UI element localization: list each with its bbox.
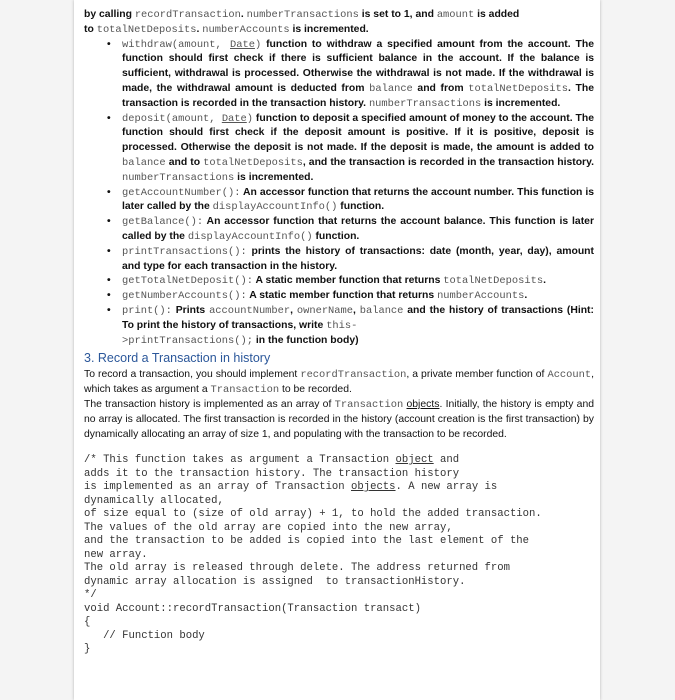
- bullet-icon: •: [107, 112, 111, 124]
- item-text: function to withdraw a specified amount from the account. The function should first check if there is sufficient balance in the account. If the balance is sufficient, withdrawal is processed. Otherwise the withdrawal is not made. If the withdrawal is made, the withdrawal amount is deducted from: [122, 38, 594, 94]
- code-term: balance: [359, 304, 404, 317]
- code-term: amount: [436, 9, 475, 21]
- code-line: // Function body: [84, 629, 205, 642]
- code-line: new array.: [84, 548, 148, 561]
- item-text: .: [524, 290, 528, 302]
- section-paragraph-1: [84, 368, 594, 398]
- intro-text: to: [84, 23, 97, 35]
- code-line: dynamically allocated,: [84, 494, 224, 507]
- code-term: ownerName: [296, 304, 353, 317]
- code-line: */: [84, 589, 97, 602]
- code-term: balance: [369, 82, 413, 95]
- code-line: void Account::recordTransaction(Transaction transact): [84, 602, 421, 615]
- code-term: getNumberAccounts():: [122, 290, 247, 303]
- paragraph-text: To record a transaction, you should implement: [84, 369, 301, 381]
- intro-paragraph: [84, 8, 594, 38]
- code-term: getTotalNetDeposit():: [122, 275, 253, 288]
- intro-text: is set to 1, and: [358, 9, 437, 20]
- code-line: dynamic array allocation is assigned to transactionHistory.: [84, 575, 466, 588]
- code-term: numberAccounts: [202, 23, 290, 36]
- section-heading: 3. Record a Transaction in history: [84, 351, 271, 366]
- code-term: numberTransactions: [122, 171, 235, 184]
- code-line: and the transaction to be added is copied into the last element of the: [84, 535, 530, 548]
- list-item-printtransactions: [84, 245, 594, 275]
- item-text: , and the transaction is recorded in the transaction history.: [302, 156, 594, 168]
- item-text: and to: [165, 156, 204, 168]
- code-term: numberAccounts: [437, 290, 525, 303]
- list-item-getaccountnumber: [84, 186, 594, 216]
- intro-text: .: [240, 9, 247, 20]
- code-term: printTransactions():: [122, 245, 247, 258]
- item-text: A static member function that returns: [246, 290, 438, 302]
- paragraph-text: , which takes as argument a: [84, 369, 594, 396]
- list-item-print: [84, 304, 594, 348]
- intro-text: is incremented.: [289, 23, 369, 35]
- paragraph-text: . Initially, the history is empty and no array is allocated. The first transaction is recorded in the history (account creation is the first transaction) by dynamically allocating an array of size 1, and populating with the transaction to be recorded.: [84, 398, 594, 440]
- item-text: .: [543, 275, 546, 287]
- code-line: {: [84, 616, 91, 629]
- list-item-gettotalnetdeposit: [84, 274, 594, 289]
- item-text: in the function body): [252, 334, 359, 346]
- code-term: totalNetDeposits: [203, 156, 303, 169]
- paragraph-text: objects: [406, 398, 440, 410]
- paragraph-text: , a private member function of: [406, 369, 548, 381]
- item-text: is incremented.: [234, 171, 314, 183]
- item-text: function to deposit a specified amount of money to the account. The function should first check if the deposit amount is positive. If it is positive, deposit is processed. Otherwise the deposit is not made. If the deposit is made, the amount is added to: [122, 112, 594, 154]
- bullet-icon: •: [107, 290, 111, 302]
- code-line: adds it to the transaction history. The transaction history: [84, 467, 460, 480]
- code-term: getAccountNumber():: [122, 186, 241, 199]
- code-term: numberTransactions: [246, 9, 359, 21]
- item-text: An accessor function that returns the account balance. This function is later called by the: [122, 216, 594, 242]
- code-term: balance: [122, 156, 166, 169]
- list-item-getnumberaccounts: [84, 289, 594, 304]
- item-text: ,: [290, 304, 297, 316]
- bullet-icon: •: [107, 304, 111, 316]
- code-term: this-: [326, 319, 358, 332]
- code-term: totalNetDeposits: [96, 23, 197, 36]
- code-term: recordTransaction: [300, 369, 407, 382]
- code-term: print():: [122, 304, 172, 317]
- list-item-getbalance: [84, 215, 594, 245]
- code-term: Date: [221, 112, 247, 125]
- list-item-deposit: [84, 112, 594, 186]
- code-term: Transaction: [334, 398, 404, 411]
- bullet-icon: •: [107, 38, 111, 50]
- code-term: ): [254, 38, 262, 51]
- code-line: The old array is released through delete. The address returned from: [84, 562, 510, 575]
- code-term: totalNetDeposits: [443, 275, 544, 288]
- code-term: displayAccountInfo(): [187, 230, 313, 243]
- item-text: ,: [353, 304, 360, 316]
- code-term: getBalance():: [122, 216, 204, 229]
- item-text: Prints: [171, 304, 210, 316]
- code-term: accountNumber: [209, 304, 291, 317]
- bullet-icon: •: [107, 216, 111, 228]
- bullet-icon: •: [107, 275, 111, 287]
- item-text: and the history of transactions (Hint: To print the history of transactions, write: [122, 304, 594, 331]
- code-line: /* This function takes as argument a Transaction object and: [84, 454, 460, 467]
- item-text: . The transaction is recorded in the transaction history.: [122, 82, 594, 109]
- item-text: function.: [337, 201, 385, 213]
- code-term: numberTransactions: [368, 97, 482, 110]
- item-text: prints the history of transactions: date (month, year, day), amount and type for each transaction in the history.: [122, 245, 594, 272]
- item-text: An accessor function that returns the account number. This function is later called by the: [122, 186, 594, 213]
- code-line: }: [84, 643, 91, 656]
- code-block: [84, 454, 594, 657]
- code-term: ): [246, 112, 254, 125]
- document-page: [74, 0, 600, 700]
- code-term: recordTransaction: [134, 9, 241, 21]
- item-text: is incremented.: [481, 97, 561, 109]
- code-term: withdraw(amount,: [122, 38, 230, 51]
- code-term: deposit(amount,: [122, 112, 222, 125]
- code-line: The values of the old array are copied into the new array,: [84, 521, 453, 534]
- list-item-withdraw: [84, 38, 594, 112]
- code-line: of size equal to (size of old array) + 1, to hold the added transaction.: [84, 508, 542, 521]
- intro-text: by calling: [84, 9, 135, 20]
- paragraph-text: The transaction history is implemented as an array of: [84, 398, 335, 410]
- item-text: function.: [312, 230, 360, 242]
- paragraph-text: to be recorded.: [279, 384, 352, 396]
- code-term: Date: [230, 38, 255, 51]
- code-term: >printTransactions();: [122, 334, 253, 347]
- intro-text: .: [196, 23, 203, 35]
- code-term: Account: [547, 369, 592, 382]
- code-term: Transaction: [210, 384, 280, 397]
- intro-text: is added: [474, 9, 520, 20]
- bullet-icon: •: [107, 245, 111, 257]
- code-line: is implemented as an array of Transaction objects. A new array is: [84, 481, 498, 494]
- item-text: and from: [412, 82, 469, 94]
- bullet-icon: •: [107, 186, 111, 198]
- item-text: A static member function that returns: [252, 275, 444, 287]
- code-term: displayAccountInfo(): [212, 201, 338, 214]
- section-paragraph-2: [84, 398, 594, 442]
- function-list: [84, 38, 594, 349]
- code-term: totalNetDeposits: [468, 82, 569, 95]
- document-content: [84, 8, 594, 657]
